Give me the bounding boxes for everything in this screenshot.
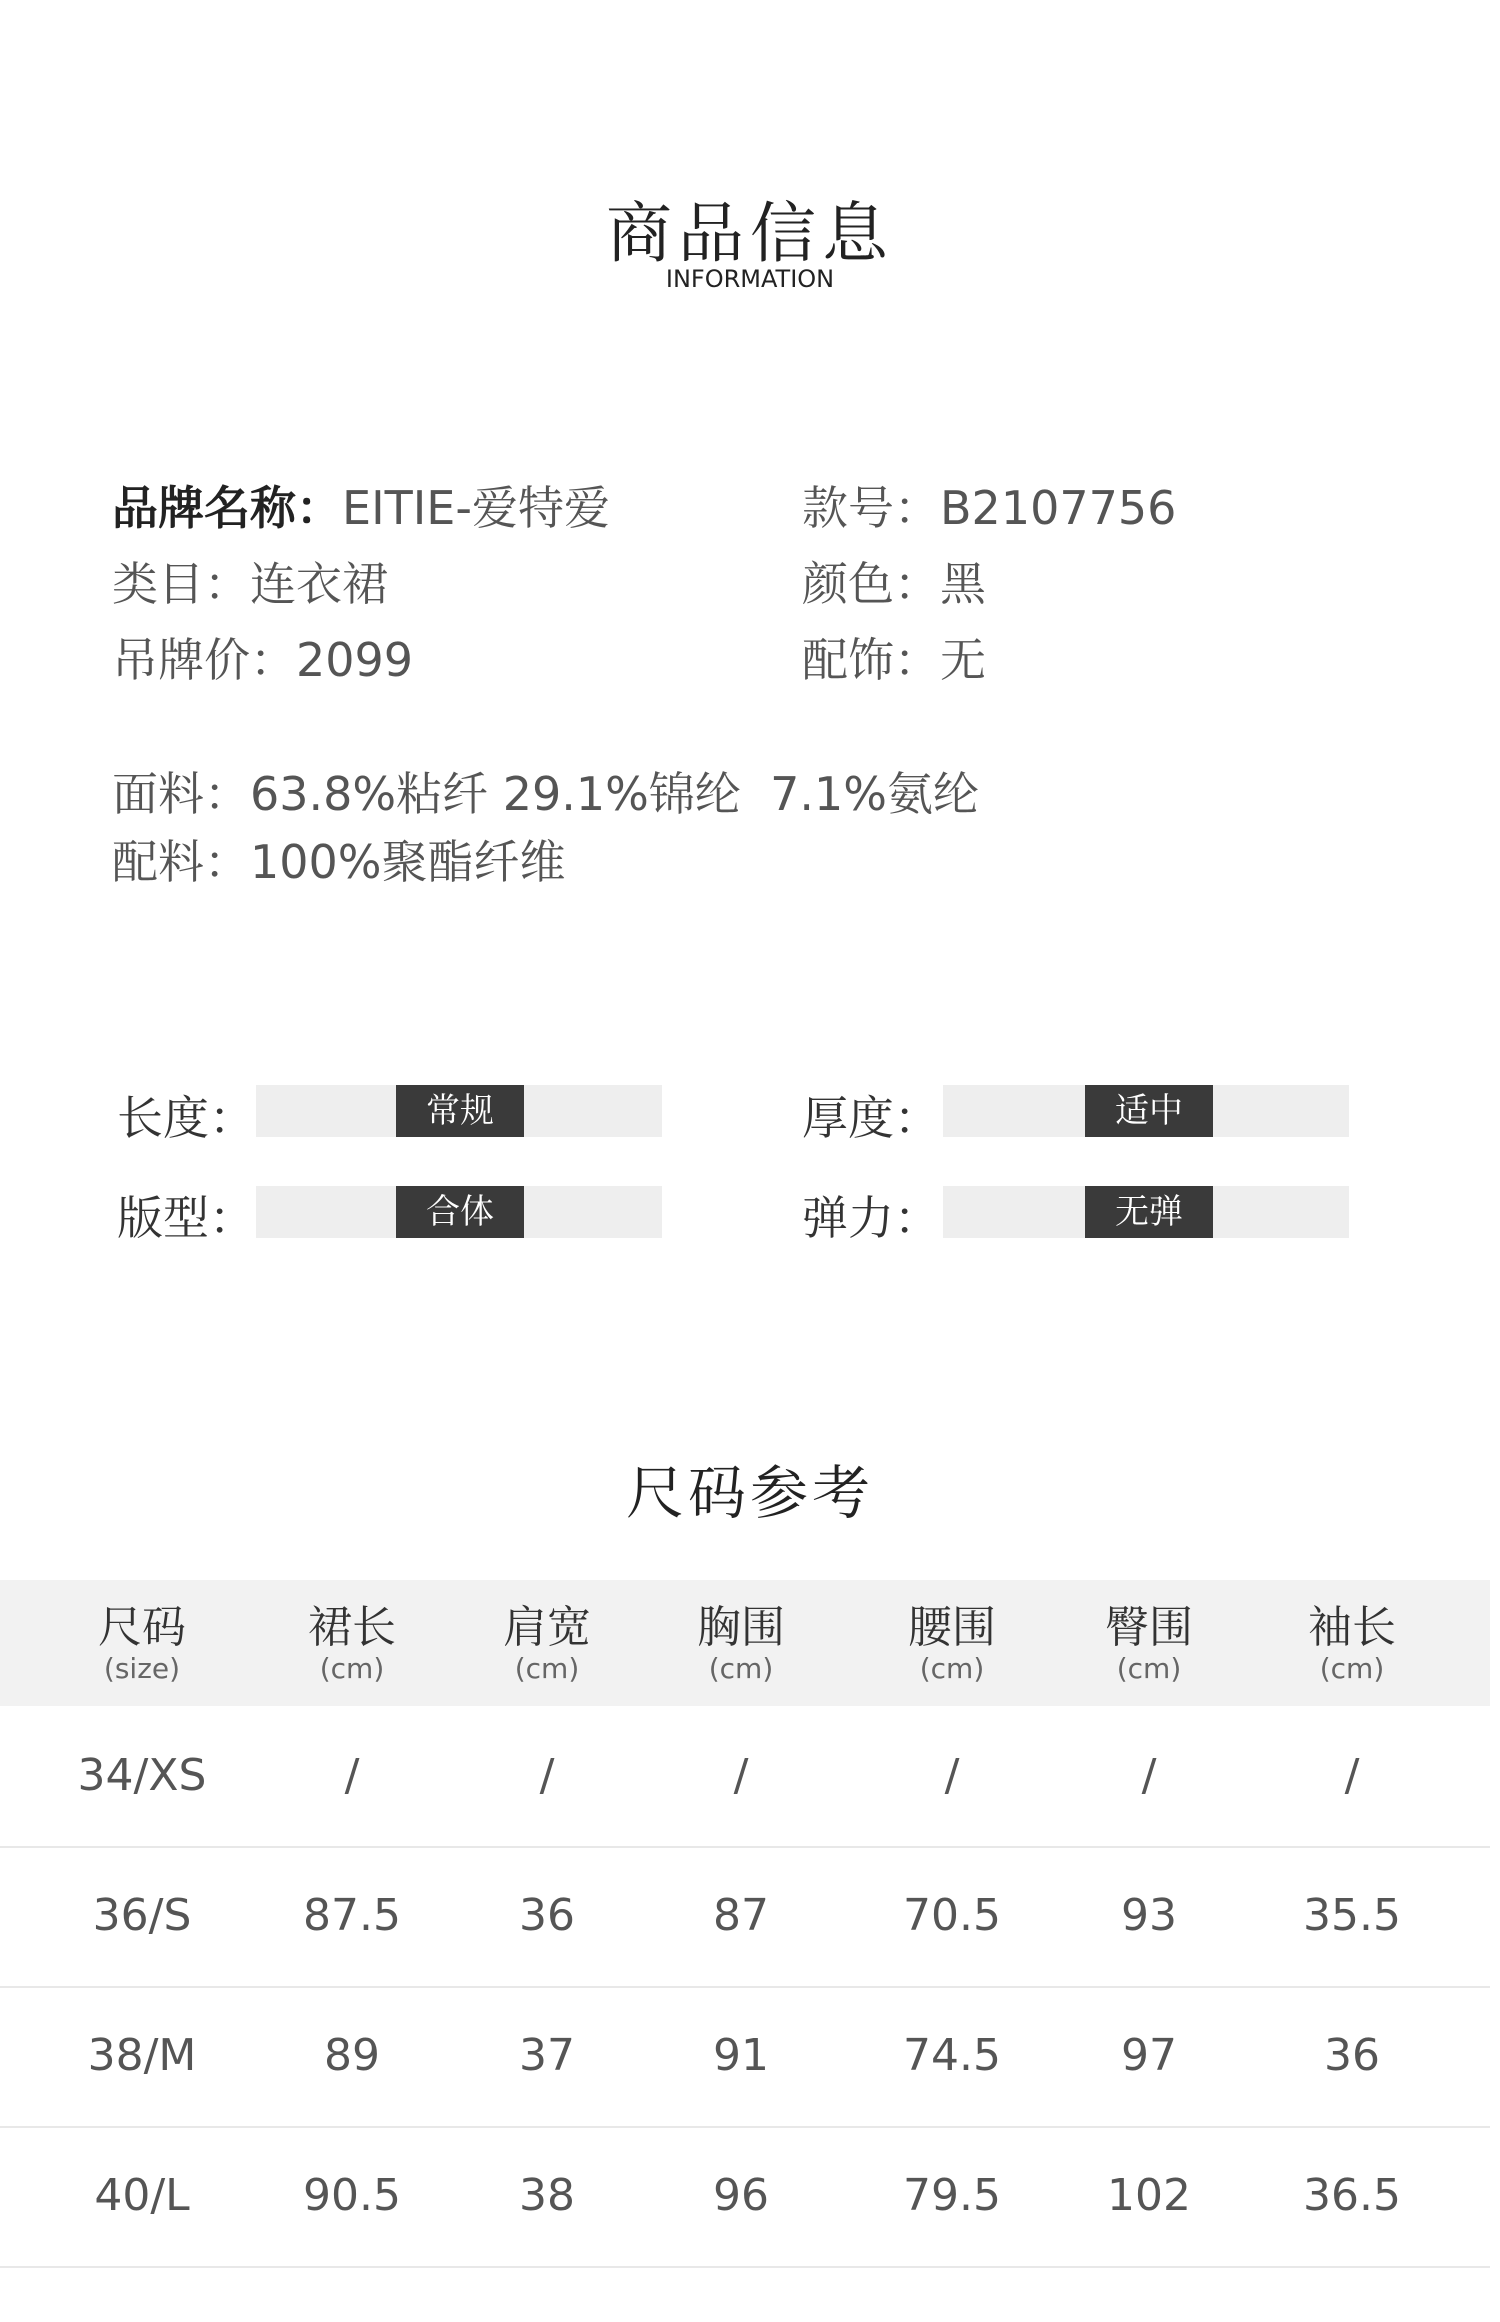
column-name: 臀围 bbox=[1105, 1602, 1193, 1653]
measurement-cell: / bbox=[1141, 1750, 1157, 1801]
measurement-cell: / bbox=[1344, 1750, 1360, 1801]
measurement-cell: / bbox=[733, 1750, 749, 1801]
spec-elasticity-label: 弹力： bbox=[802, 1191, 940, 1245]
measurement-cell: 87.5 bbox=[303, 1890, 401, 1941]
table-row bbox=[0, 1986, 1490, 2128]
lining-value: 100%聚酯纤维 bbox=[250, 835, 566, 889]
category-value: 连衣裙 bbox=[250, 557, 388, 611]
measurement-cell: 102 bbox=[1107, 2170, 1191, 2221]
size-cell: 36/S bbox=[92, 1890, 192, 1941]
lining-label: 配料： bbox=[112, 835, 250, 889]
category-label: 类目： bbox=[112, 557, 250, 611]
tag-price-row bbox=[112, 622, 610, 698]
column-header-size bbox=[98, 1580, 186, 1706]
material-block bbox=[112, 760, 979, 896]
spec-thickness-label: 厚度： bbox=[802, 1091, 940, 1145]
column-header-bust bbox=[697, 1580, 785, 1706]
measurement-cell: 87 bbox=[713, 1890, 769, 1941]
tag-price-value: 2099 bbox=[296, 633, 414, 687]
accessory-row bbox=[802, 622, 1176, 698]
measurement-cell: / bbox=[944, 1750, 960, 1801]
measurement-cell: 97 bbox=[1121, 2030, 1177, 2081]
accessory-value: 无 bbox=[940, 633, 986, 687]
column-header-hip bbox=[1105, 1580, 1193, 1706]
tag-price-label: 吊牌价： bbox=[112, 633, 296, 687]
style-no-label: 款号： bbox=[802, 481, 940, 535]
measurement-cell: 36.5 bbox=[1303, 2170, 1401, 2221]
measurement-cell: 36 bbox=[1324, 2030, 1380, 2081]
spec-fit-tag: 合体 bbox=[396, 1186, 524, 1238]
spec-length-tag: 常规 bbox=[396, 1085, 524, 1137]
category-row bbox=[112, 546, 610, 622]
column-unit: (cm) bbox=[919, 1652, 985, 1685]
measurement-cell: 38 bbox=[519, 2170, 575, 2221]
measurement-cell: 96 bbox=[713, 2170, 769, 2221]
size-cell: 38/M bbox=[87, 2030, 197, 2081]
column-unit: (size) bbox=[103, 1652, 181, 1685]
column-unit: (cm) bbox=[319, 1652, 385, 1685]
size-cell: 40/L bbox=[94, 2170, 190, 2221]
info-left-column bbox=[112, 470, 610, 698]
spec-elasticity-tag: 无弹 bbox=[1085, 1186, 1213, 1238]
page-title: 商品信息 bbox=[606, 195, 894, 272]
column-name: 袖长 bbox=[1308, 1602, 1396, 1653]
style-no-value: B2107756 bbox=[940, 481, 1177, 535]
measurement-cell: 74.5 bbox=[903, 2030, 1001, 2081]
column-name: 肩宽 bbox=[503, 1602, 591, 1653]
table-row bbox=[0, 2126, 1490, 2268]
column-name: 尺码 bbox=[98, 1602, 186, 1653]
measurement-cell: 89 bbox=[324, 2030, 380, 2081]
column-unit: (cm) bbox=[514, 1652, 580, 1685]
brand-value: EITIE-爱特爱 bbox=[342, 481, 610, 535]
column-header-sleeve bbox=[1308, 1580, 1396, 1706]
page-subtitle: INFORMATION bbox=[665, 265, 835, 293]
fabric-row bbox=[112, 760, 979, 828]
measurement-cell: 36 bbox=[519, 1890, 575, 1941]
measurement-cell: / bbox=[344, 1750, 360, 1801]
column-unit: (cm) bbox=[708, 1652, 774, 1685]
measurement-cell: 35.5 bbox=[1303, 1890, 1401, 1941]
column-name: 裙长 bbox=[308, 1602, 396, 1653]
fabric-value: 63.8%粘纤 29.1%锦纶 7.1%氨纶 bbox=[250, 767, 979, 821]
spec-length-label: 长度： bbox=[117, 1091, 255, 1145]
lining-row bbox=[112, 828, 979, 896]
spec-fit-label: 版型： bbox=[117, 1191, 255, 1245]
color-label: 颜色： bbox=[802, 557, 940, 611]
size-table-title: 尺码参考 bbox=[625, 1459, 874, 1527]
size-table-header bbox=[0, 1580, 1490, 1706]
measurement-cell: 70.5 bbox=[903, 1890, 1001, 1941]
table-row bbox=[0, 1846, 1490, 1988]
brand-row bbox=[112, 470, 610, 546]
color-value: 黑 bbox=[940, 557, 986, 611]
info-right-column bbox=[802, 470, 1176, 698]
column-header-waist bbox=[908, 1580, 996, 1706]
brand-label: 品牌名称： bbox=[112, 481, 342, 535]
measurement-cell: 90.5 bbox=[303, 2170, 401, 2221]
column-unit: (cm) bbox=[1319, 1652, 1385, 1685]
measurement-cell: 79.5 bbox=[903, 2170, 1001, 2221]
column-header-skirt-length bbox=[308, 1580, 396, 1706]
column-name: 胸围 bbox=[697, 1602, 785, 1653]
measurement-cell: / bbox=[539, 1750, 555, 1801]
color-row bbox=[802, 546, 1176, 622]
style-no-row bbox=[802, 470, 1176, 546]
column-header-shoulder bbox=[503, 1580, 591, 1706]
table-row bbox=[0, 1706, 1490, 1848]
column-name: 腰围 bbox=[908, 1602, 996, 1653]
column-unit: (cm) bbox=[1116, 1652, 1182, 1685]
fabric-label: 面料： bbox=[112, 767, 250, 821]
measurement-cell: 37 bbox=[519, 2030, 575, 2081]
spec-thickness-tag: 适中 bbox=[1085, 1085, 1213, 1137]
size-cell: 34/XS bbox=[77, 1750, 207, 1801]
measurement-cell: 91 bbox=[713, 2030, 769, 2081]
accessory-label: 配饰： bbox=[802, 633, 940, 687]
measurement-cell: 93 bbox=[1121, 1890, 1177, 1941]
